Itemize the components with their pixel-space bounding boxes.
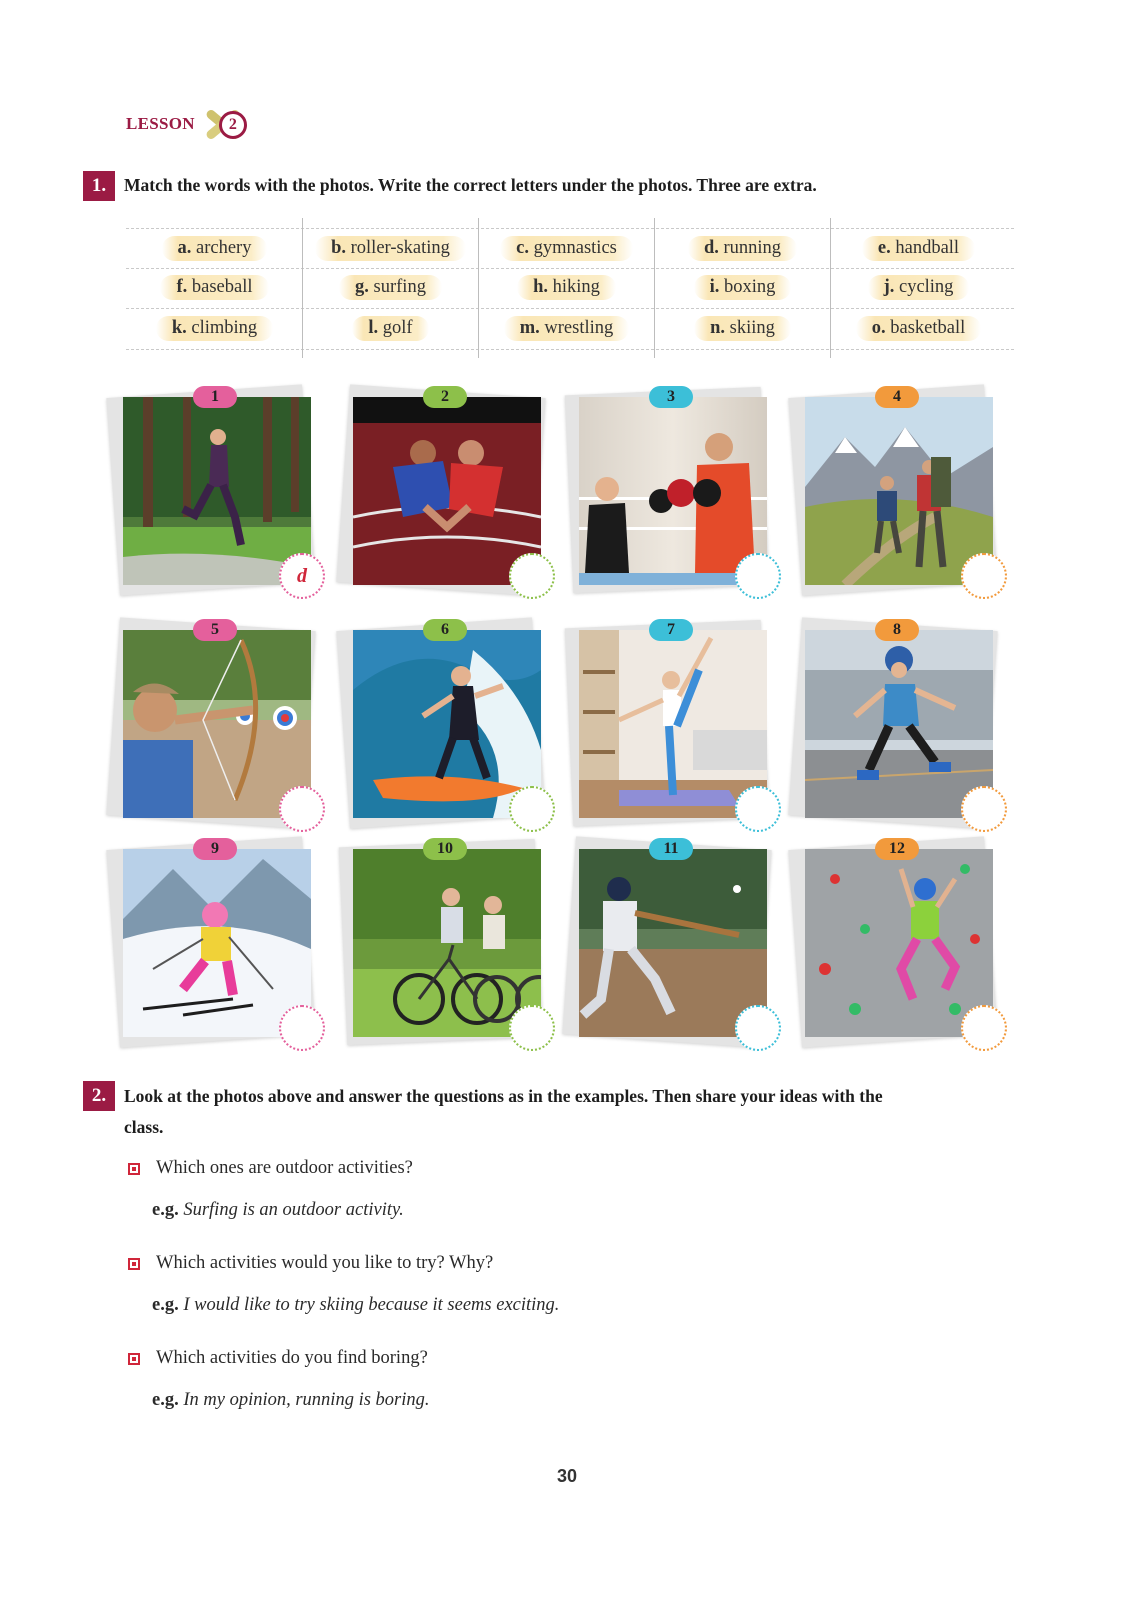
bullet-square-icon <box>128 1353 140 1365</box>
word-bank-item <box>478 236 655 261</box>
question-item <box>128 1158 413 1179</box>
word-text: baseball <box>191 277 253 297</box>
exercise-2-instruction-line1: Look at the photos above and answer the questions as in the examples. Then share your ideas with the <box>124 1086 883 1106</box>
example-answer <box>152 1200 404 1221</box>
photo-number-badge: 12 <box>875 838 919 860</box>
word-letter: c. <box>516 238 529 258</box>
word-bank-item <box>654 275 831 300</box>
word-letter: a. <box>177 238 192 258</box>
photo-number-badge: 10 <box>423 838 467 860</box>
example-text: In my opinion, running is boring. <box>183 1390 430 1410</box>
photo-number-badge: 9 <box>193 838 237 860</box>
word-text: cycling <box>898 277 954 297</box>
answer-circle[interactable] <box>509 553 555 599</box>
photo-card <box>353 388 541 585</box>
photo-number-badge: 4 <box>875 386 919 408</box>
word-bank-item <box>302 316 479 341</box>
answer-circle[interactable] <box>961 553 1007 599</box>
word-bank-table <box>126 218 1014 358</box>
word-bank-item <box>302 275 479 300</box>
surfer-icon <box>353 630 541 818</box>
photo-card <box>123 621 311 818</box>
word-letter: l. <box>368 318 379 338</box>
word-letter: o. <box>871 318 886 338</box>
page-number: 30 <box>556 1466 578 1486</box>
word-highlight <box>694 316 791 341</box>
word-highlight <box>156 316 273 341</box>
word-bank-item <box>830 275 1007 300</box>
word-letter: k. <box>171 318 187 338</box>
word-highlight <box>517 275 616 300</box>
word-highlight <box>315 236 466 261</box>
word-letter: d. <box>703 238 719 258</box>
bullet-square-icon <box>128 1163 140 1175</box>
photo-card <box>123 840 311 1037</box>
example-label: e.g. <box>152 1390 179 1410</box>
exercise-2-instruction-line2: class. <box>124 1117 164 1137</box>
example-text: Surfing is an outdoor activity. <box>183 1200 404 1220</box>
answer-circle[interactable] <box>735 1005 781 1051</box>
word-highlight <box>162 236 268 261</box>
question-text: Which ones are outdoor activities? <box>156 1158 413 1178</box>
question-item <box>128 1253 493 1274</box>
answer-circle[interactable]: d <box>279 553 325 599</box>
word-highlight <box>339 275 442 300</box>
word-highlight <box>688 236 797 261</box>
photo-card <box>123 388 311 587</box>
word-highlight <box>500 236 633 261</box>
word-text: roller-skating <box>350 238 450 258</box>
answer-circle[interactable] <box>961 1005 1007 1051</box>
word-text: skiing <box>729 318 775 338</box>
word-text: archery <box>196 238 252 258</box>
table-divider <box>126 268 1014 269</box>
word-text: handball <box>895 238 960 258</box>
word-text: golf <box>382 318 413 338</box>
lesson-header <box>126 104 249 144</box>
word-letter: m. <box>519 318 540 338</box>
word-bank-item <box>126 236 303 261</box>
photo-card <box>579 388 767 585</box>
photo-number-badge: 11 <box>649 838 693 860</box>
photo-card <box>805 621 993 818</box>
answer-circle[interactable] <box>735 553 781 599</box>
word-text: hiking <box>552 277 600 297</box>
example-label: e.g. <box>152 1200 179 1220</box>
photo-card <box>805 840 993 1037</box>
climber-icon <box>805 849 993 1037</box>
word-text: running <box>723 238 782 258</box>
word-bank-item <box>478 275 655 300</box>
word-bank-item <box>830 316 1007 341</box>
exercise-1-instruction: Match the words with the photos. Write the correct letters under the photos. Three are extra. <box>124 175 817 195</box>
exercise-2-number: 2. <box>83 1081 115 1111</box>
word-bank-item <box>830 236 1007 261</box>
photo-number-badge: 1 <box>193 386 237 408</box>
question-text: Which activities would you like to try? Why? <box>156 1253 494 1273</box>
baseball-batter-icon <box>579 849 767 1037</box>
bullet-square-icon <box>128 1258 140 1270</box>
word-highlight <box>694 275 792 300</box>
word-letter: j. <box>883 277 895 297</box>
runner-icon <box>123 397 311 585</box>
word-bank-item <box>654 236 831 261</box>
photo-card <box>579 621 767 818</box>
table-divider <box>126 228 1014 229</box>
word-bank-item <box>126 316 303 341</box>
word-text: gymnastics <box>533 238 617 258</box>
word-text: wrestling <box>544 318 614 338</box>
word-bank-item <box>126 275 303 300</box>
photo-number-badge: 7 <box>649 619 693 641</box>
word-text: basketball <box>890 318 966 338</box>
wrestlers-icon <box>353 397 541 585</box>
cyclists-icon <box>353 849 541 1037</box>
table-divider <box>126 349 1014 350</box>
photo-card <box>805 388 993 585</box>
lesson-label: LESSON <box>126 114 195 133</box>
word-letter: f. <box>176 277 188 297</box>
word-letter: b. <box>331 238 346 258</box>
word-letter: i. <box>709 277 720 297</box>
word-letter: n. <box>710 318 726 338</box>
question-text: Which activities do you find boring? <box>156 1348 428 1368</box>
word-text: climbing <box>191 318 258 338</box>
word-highlight <box>862 236 975 261</box>
word-letter: h. <box>533 277 548 297</box>
word-letter: g. <box>355 277 369 297</box>
word-bank-item <box>302 236 479 261</box>
photo-number-badge: 5 <box>193 619 237 641</box>
answer-circle[interactable] <box>509 786 555 832</box>
photo-card <box>579 840 767 1037</box>
question-item <box>128 1348 428 1369</box>
photo-card <box>353 840 541 1037</box>
example-answer <box>152 1390 430 1411</box>
hikers-icon <box>805 397 993 585</box>
roller-skater-icon <box>805 630 993 818</box>
photo-number-badge: 3 <box>649 386 693 408</box>
photo-number-badge: 6 <box>423 619 467 641</box>
word-letter: e. <box>877 238 891 258</box>
answer-circle[interactable] <box>509 1005 555 1051</box>
archer-icon <box>123 630 311 818</box>
answer-circle[interactable] <box>735 786 781 832</box>
photo-number-badge: 2 <box>423 386 467 408</box>
word-highlight <box>868 275 970 300</box>
word-bank-item <box>478 316 655 341</box>
word-highlight <box>856 316 982 341</box>
answer-circle[interactable] <box>961 786 1007 832</box>
word-highlight <box>160 275 268 300</box>
boxing-icon <box>579 397 767 585</box>
example-text: I would like to try skiing because it seems exciting. <box>183 1295 560 1315</box>
word-text: surfing <box>373 277 426 297</box>
table-divider <box>126 308 1014 309</box>
word-highlight <box>352 316 428 341</box>
skier-icon <box>123 849 311 1037</box>
answer-circle[interactable] <box>279 1005 325 1051</box>
answer-circle[interactable] <box>279 786 325 832</box>
photo-card <box>353 621 541 818</box>
word-text: boxing <box>724 277 776 297</box>
example-answer <box>152 1295 559 1316</box>
word-highlight <box>504 316 630 341</box>
lesson-badge <box>197 104 249 144</box>
example-label: e.g. <box>152 1295 179 1315</box>
photo-number-badge: 8 <box>875 619 919 641</box>
lesson-number: 2 <box>219 111 247 139</box>
word-bank-item <box>654 316 831 341</box>
exercise-1-number: 1. <box>83 171 115 201</box>
gymnast-icon <box>579 630 767 818</box>
